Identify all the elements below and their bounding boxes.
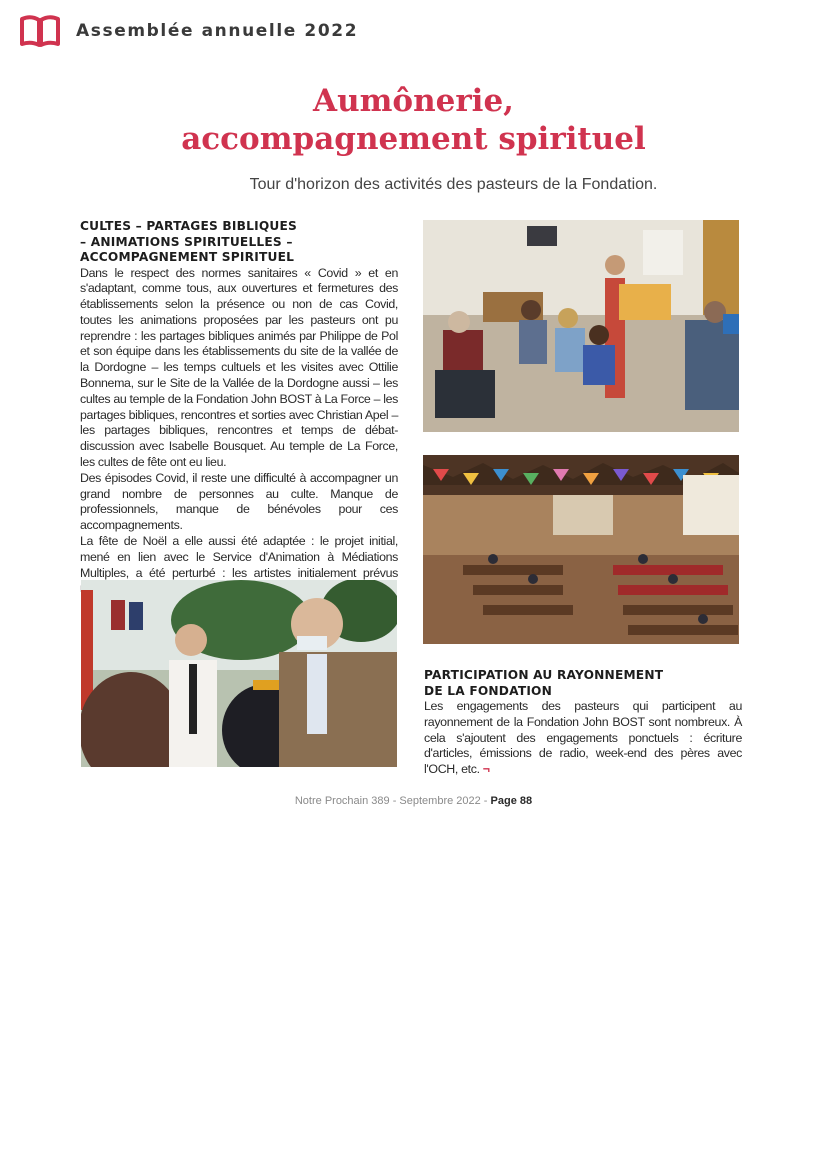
article-title-line-2: accompagnement spirituel: [181, 121, 646, 157]
heading-line: DE LA FONDATION: [424, 683, 553, 698]
footer-text: Notre Prochain 389 - Septembre 2022 -: [294, 795, 491, 807]
end-mark: ¬: [482, 762, 490, 777]
article-title-line-1: Aumônerie,: [313, 83, 514, 119]
article-title: [0, 82, 827, 158]
photo-church-interior: [423, 455, 739, 644]
page-footer: [0, 795, 827, 807]
paragraph: La fête de Noël a elle aussi été adaptée : le projet initial, mené en lien avec le Service d'Animation à Médiations Multiples, a été perturbé : les artistes initialement prévus: [80, 534, 398, 580]
photo-people-gathering: [81, 580, 397, 767]
heading-line: PARTICIPATION AU RAYONNEMENT: [424, 668, 664, 682]
heading-line: CULTES – PARTAGES BIBLIQUES: [80, 219, 297, 233]
section-heading-cultes: [80, 219, 398, 266]
photo-activity-room: [423, 220, 739, 432]
left-column: [80, 219, 398, 597]
header-title: Assemblée annuelle 2022: [76, 21, 359, 41]
open-book-icon: [18, 14, 62, 48]
paragraph: Dans le respect des normes sanitaires « Covid » et en s'adaptant, comme tous, aux ouvertures et fermetures des établissements selon la présence ou non de cas Covid, toutes les animations proposées par les pasteurs ont pu reprendre : les partages bibliques animés par Philippe de Pol et son équipe dans les établissements du site de la vallée de la Dordogne – les temps cultuels et les visites avec Ottilie Bonnema, sur le Site de la Vallée de la Dordogne aussi – les cultes au temple de la Fondation John BOST à La Force – les partages bibliques, rencontres et sorties avec Christian Apel – les partages bibliques, rencontres et temps de débat-discussion avec Isabelle Bousquet. Au temple de La Force, les cultes de fête ont eu lieu.: [80, 265, 398, 470]
heading-line: – ANIMATIONS SPIRITUELLES –: [80, 234, 293, 249]
right-column-text: [424, 668, 742, 778]
page-number: Page 88: [490, 795, 533, 807]
section-body-cultes: [80, 266, 398, 598]
article-subtitle: Tour d'horizon des activités des pasteurs de la Fondation.: [249, 176, 658, 193]
paragraph-text: Les engagements des pasteurs qui participent au rayonnement de la Fondation John BOST sont nombreux. À cela s'ajoutent des engagements ponctuels : écriture d'articles, émissions de radio, week-end des pères avec l'OCH, etc.: [424, 699, 742, 777]
section-body-rayonnement: [424, 699, 742, 778]
paragraph: Des épisodes Covid, il reste une difficulté à accompagner un grand nombre de personnes au culte. Manque de professionnels, manque de bénévoles pour ces accompagnements.: [80, 470, 398, 533]
section-heading-rayonnement: [424, 668, 742, 699]
paragraph: [424, 699, 742, 778]
heading-line: ACCOMPAGNEMENT SPIRITUEL: [80, 250, 295, 264]
page-header: [18, 14, 358, 48]
